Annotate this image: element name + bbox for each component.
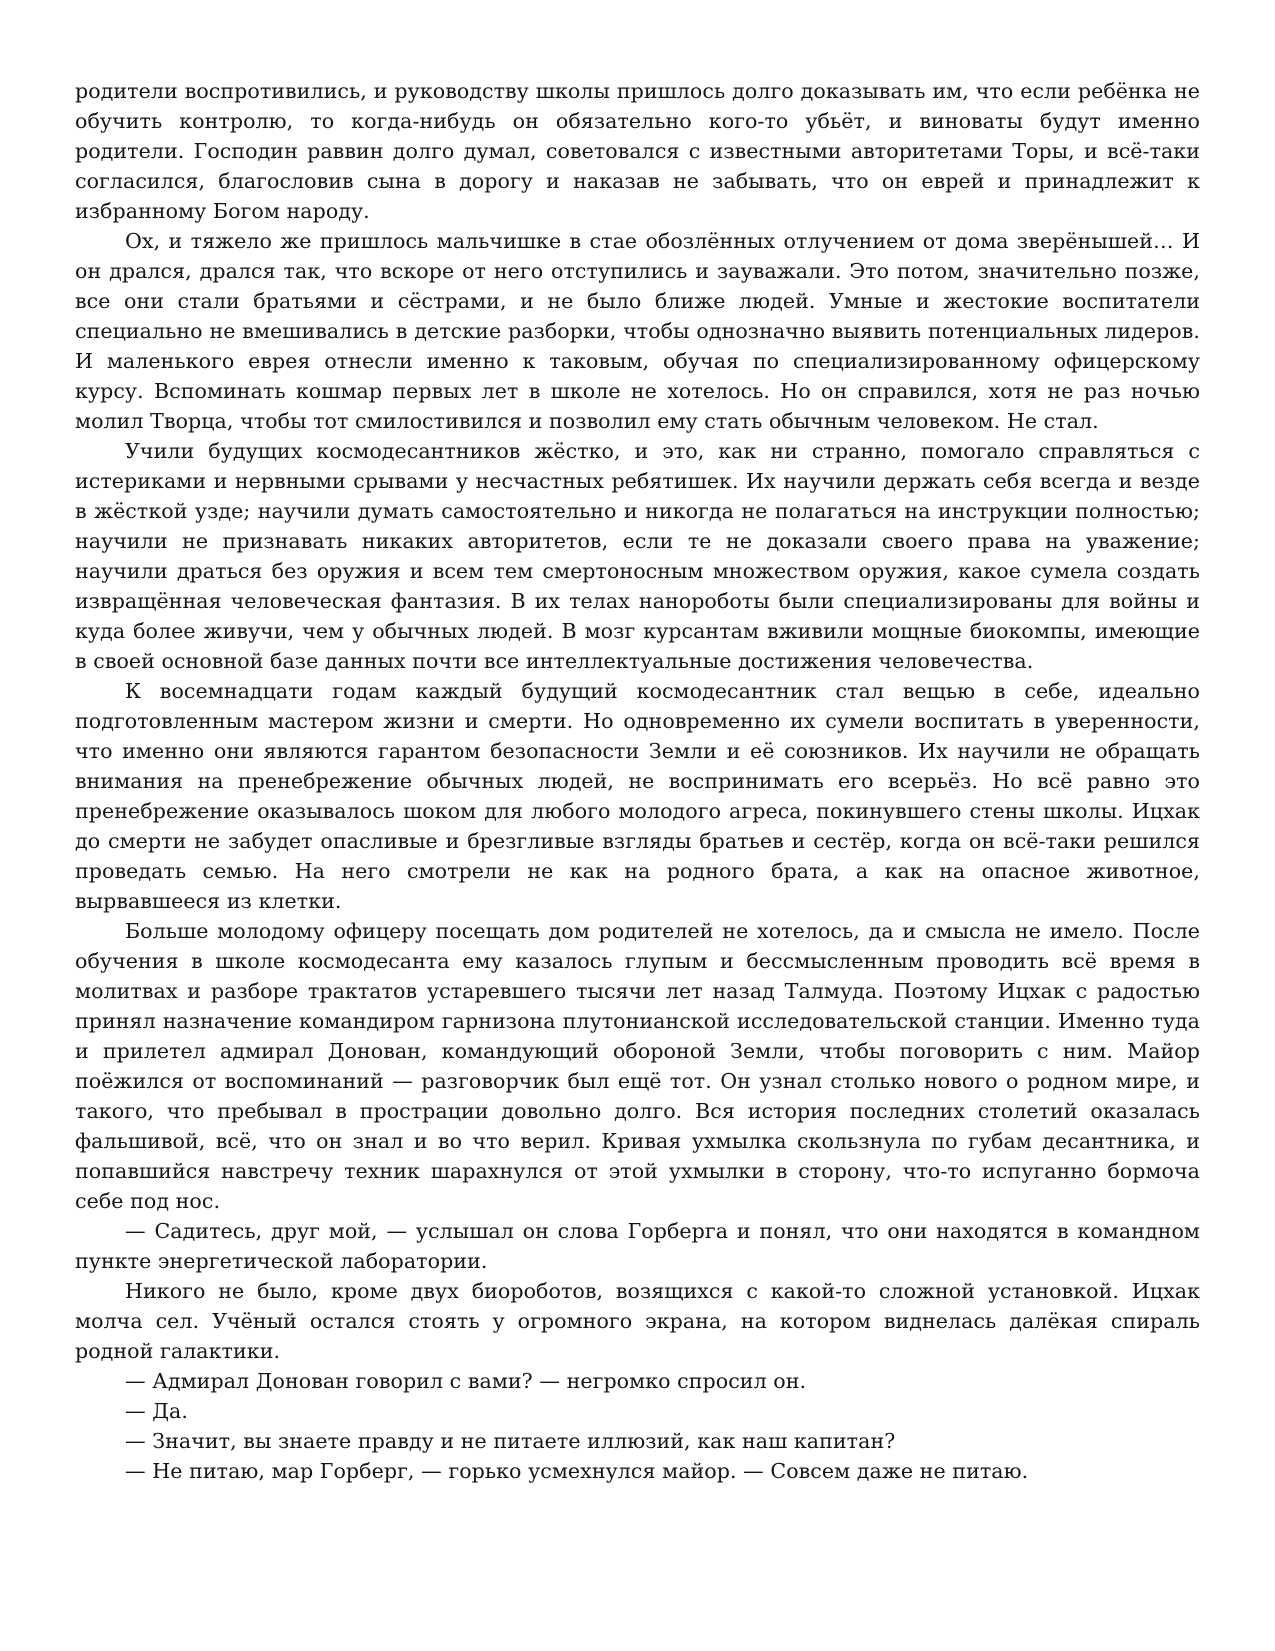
paragraph: К восемнадцати годам каждый будущий космодесантник стал вещью в себе, идеально подготовленным мастером жизни и смерти. Но одновременно их сумели воспитать в уверенности, что именно они являются гарантом безопасности Земли и её союзников. Их научили не обращать внимания на пренебрежение обычных людей, не воспринимать его всерьёз. Но всё равно это пренебрежение оказывалось шоком для любого молодого агреса, покинувшего стены школы. Ицхак до смерти не забудет опасливые и брезгливые взгляды братьев и сестёр, когда он всё-таки решился проведать семью. На него смотрели не как на родного брата, а как на опасное животное, вырвавшееся из клетки.	[75, 679, 1200, 913]
document-page	[75, 76, 1200, 1486]
dialogue-line: — Да.	[125, 1399, 188, 1423]
paragraph: Больше молодому офицеру посещать дом родителей не хотелось, да и смысла не имело. После обучения в школе космодесанта ему казалось глупым и бессмысленным проводить всё время в молитвах и разборе трактатов устаревшего тысячи лет назад Талмуда. Поэтому Ицхак с радостью принял назначение командиром гарнизона плутонианской исследовательской станции. Именно туда и прилетел адмирал Донован, командующий обороной Земли, чтобы поговорить с ним. Майор поёжился от воспоминаний — разговорчик был ещё тот. Он узнал столько нового о родном мире, и такого, что пребывал в прострации довольно долго. Вся история последних столетий оказалась фальшивой, всё, что он знал и во что верил. Кривая ухмылка скользнула по губам десантника, и попавшийся навстречу техник шарахнулся от этой ухмылки в сторону, что-то испуганно бормоча себе под нос.	[75, 919, 1200, 1213]
paragraph: Никого не было, кроме двух биороботов, возящихся с какой-то сложной установкой. Ицхак молча сел. Учёный остался стоять у огромного экрана, на котором виднелась далёкая спираль родной галактики.	[75, 1279, 1200, 1363]
paragraph: — Садитесь, друг мой, — услышал он слова Горберга и понял, что они находятся в командном пункте энергетической лаборатории.	[75, 1219, 1200, 1273]
paragraph: Ох, и тяжело же пришлось мальчишке в стае обозлённых отлучением от дома зверёнышей… И он дрался, дрался так, что вскоре от него отступились и зауважали. Это потом, значительно позже, все они стали братьями и сёстрами, и не было ближе людей. Умные и жестокие воспитатели специально не вмешивались в детские разборки, чтобы однозначно выявить потенциальных лидеров. И маленького еврея отнесли именно к таковым, обучая по специализированному офицерскому курсу. Вспоминать кошмар первых лет в школе не хотелось. Но он справился, хотя не раз ночью молил Творца, чтобы тот смилостивился и позволил ему стать обычным человеком. Не стал.	[75, 229, 1200, 433]
dialogue-line: — Адмирал Донован говорил с вами? — негромко спросил он.	[125, 1369, 807, 1393]
dialogue-line: — Значит, вы знаете правду и не питаете иллюзий, как наш капитан?	[125, 1429, 896, 1453]
dialogue-line: — Не питаю, мар Горберг, — горько усмехнулся майор. — Совсем даже не питаю.	[125, 1459, 1029, 1483]
paragraph: родители воспротивились, и руководству школы пришлось долго доказывать им, что если ребёнка не обучить контролю, то когда-нибудь он обязательно кого-то убьёт, и виноваты будут именно родители. Господин раввин долго думал, советовался с известными авторитетами Торы, и всё-таки согласился, благословив сына в дорогу и наказав не забывать, что он еврей и принадлежит к избранному Богом народу.	[75, 79, 1200, 223]
paragraph: Учили будущих космодесантников жёстко, и это, как ни странно, помогало справляться с истериками и нервными срывами у несчастных ребятишек. Их научили держать себя всегда и везде в жёсткой узде; научили думать самостоятельно и никогда не полагаться на инструкции полностью; научили не признавать никаких авторитетов, если те не доказали своего права на уважение; научили драться без оружия и всем тем смертоносным множеством оружия, какое сумела создать извращённая человеческая фантазия. В их телах нанороботы были специализированы для войны и куда более живучи, чем у обычных людей. В мозг курсантам вживили мощные биокомпы, имеющие в своей основной базе данных почти все интеллектуальные достижения человечества.	[75, 439, 1200, 673]
